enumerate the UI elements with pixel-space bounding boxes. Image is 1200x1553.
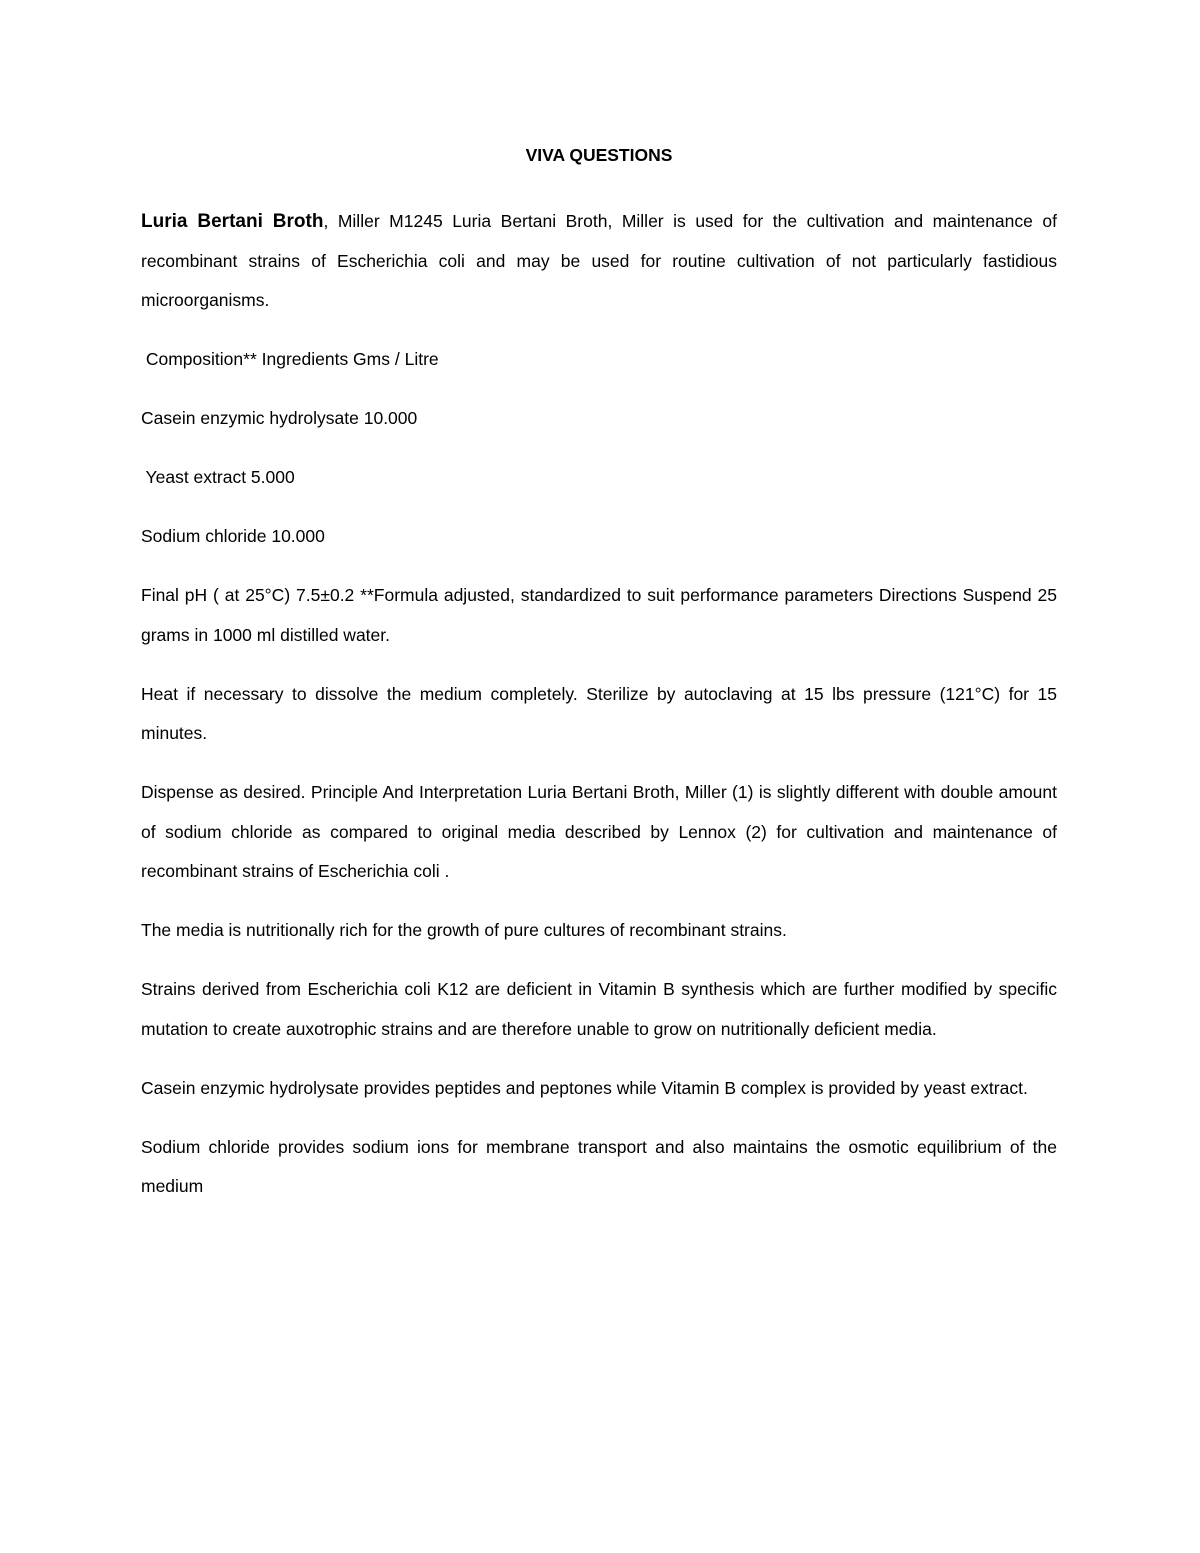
paragraph-media-rich: The media is nutritionally rich for the growth of pure cultures of recombinant strains. [141, 920, 787, 940]
ingredient-yeast: Yeast extract 5.000 [141, 467, 295, 487]
page-title: VIVA QUESTIONS [525, 145, 673, 165]
intro-text: , Miller M1245 Luria Bertani Broth, Miller is used for the cultivation and maintenance of recombinant strains of Escherichia coli and may be used for routine cultivation of not particularly fastidious microorganisms. [141, 211, 1057, 310]
composition-header: Composition** Ingredients Gms / Litre [141, 349, 439, 369]
paragraph-heat: Heat if necessary to dissolve the medium completely. Sterilize by autoclaving at 15 lbs pressure (121°C) for 15 minutes. [141, 683, 1057, 743]
document-body [141, 140, 1057, 1226]
paragraph-dispense: Dispense as desired. Principle And Interpretation Luria Bertani Broth, Miller (1) is slightly different with double amount of sodium chloride as compared to original media described by Lennox (2) for cultivation and maintenance of recombinant strains of Escherichia coli . [141, 782, 1057, 881]
intro-lead: Luria Bertani Broth [141, 211, 324, 232]
intro-paragraph [141, 202, 1057, 321]
paragraph-sodium: Sodium chloride provides sodium ions for membrane transport and also maintains the osmotic equilibrium of the medium [141, 1136, 1057, 1196]
paragraph-final-ph: Final pH ( at 25°C) 7.5±0.2 **Formula adjusted, standardized to suit performance parameters Directions Suspend 25 grams in 1000 ml distilled water. [141, 585, 1057, 645]
ingredient-sodium-chloride: Sodium chloride 10.000 [141, 526, 325, 546]
paragraph-casein: Casein enzymic hydrolysate provides peptides and peptones while Vitamin B complex is provided by yeast extract. [141, 1077, 1028, 1098]
paragraph-strains: Strains derived from Escherichia coli K12 are deficient in Vitamin B synthesis which are further modified by specific mutation to create auxotrophic strains and are therefore unable to grow on nutritionally deficient media. [141, 979, 1057, 1039]
ingredient-casein: Casein enzymic hydrolysate 10.000 [141, 408, 418, 428]
